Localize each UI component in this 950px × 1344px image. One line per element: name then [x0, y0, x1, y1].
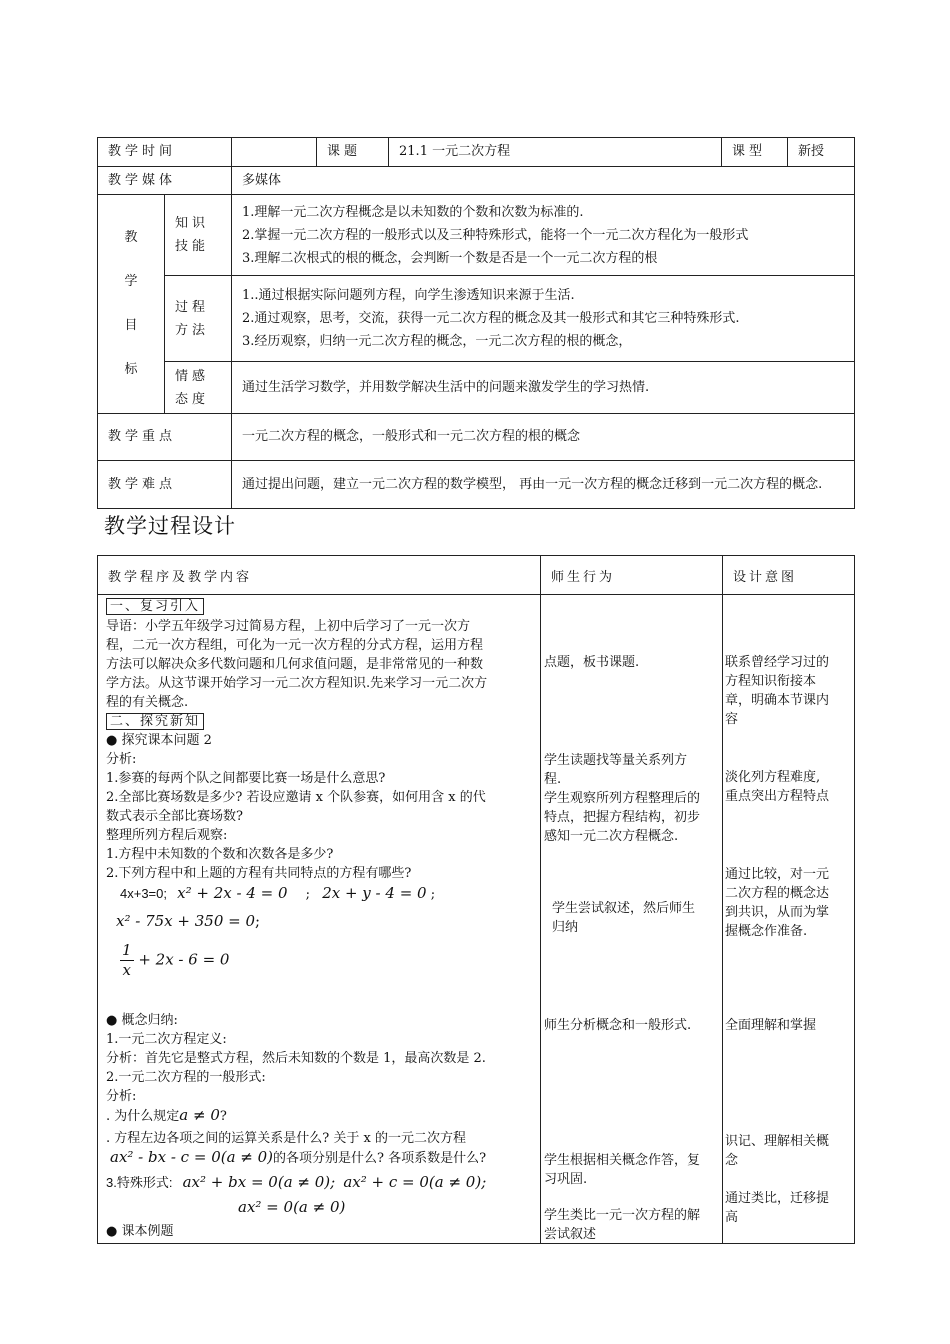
- action-line: 特点，把握方程结构，初步: [544, 810, 701, 825]
- equation-4-rest: + 2x - 6 = 0: [138, 950, 230, 969]
- intent-line: 章，明确本节课内: [725, 693, 830, 708]
- goal-label-char: 标: [124, 362, 138, 377]
- equation-3-text: x² - 75x + 350 = 0: [116, 912, 256, 930]
- intent-line: 高: [725, 1210, 739, 1225]
- difficulty-value: 通过提出问题，建立一元二次方程的数学模型， 再由一元一次方程的概念迁移到一元二次方程的概念.: [232, 461, 855, 509]
- action-line: 点题，板书课题.: [544, 655, 640, 670]
- content-line: . 方程左边各项之间的运算关系是什么? 关于 x 的一元二次方程: [106, 1131, 466, 1146]
- content-line: 整理所列方程后观察:: [106, 828, 228, 843]
- intent-line: 到共识，从而为掌: [725, 905, 830, 920]
- goal-sublabel-process: [165, 276, 232, 362]
- sublabel-line: 态度: [175, 391, 210, 407]
- sublabel-line: 知识: [175, 216, 210, 231]
- why-prefix: . 为什么规定: [106, 1109, 180, 1124]
- intent-line: 二次方程的概念达: [725, 886, 830, 901]
- equation-prefix: 4x+3=0;: [120, 886, 167, 901]
- content-line: 1.参赛的每两个队之间都要比赛一场是什么意思?: [106, 771, 386, 786]
- why-line: [106, 1106, 227, 1126]
- section-heading: 教学过程设计: [104, 514, 236, 538]
- action-line: 归纳: [552, 920, 579, 935]
- goal-knowledge-text: [232, 195, 855, 276]
- fraction-numerator: 1: [122, 941, 132, 959]
- sublabel-line: 方法: [175, 322, 210, 338]
- intent-line: 握概念作准备.: [725, 924, 808, 939]
- section-title-explore: 二、探究新知: [106, 713, 204, 730]
- goal-label-char: 目: [124, 318, 138, 333]
- goal-line: 1..通过根据实际问题列方程，向学生渗透知识来源于生活.: [242, 288, 575, 303]
- content-line: ● 概念归纳:: [106, 1013, 178, 1028]
- content-line: 方法可以解决众多代数问题和几何求值问题，是非常常见的一种数: [106, 657, 484, 672]
- key-point-value: 一元二次方程的概念，一般形式和一元二次方程的根的概念: [232, 414, 855, 461]
- content-line: 程，二元一次方程组，可化为一元一次方程的分式方程，运用方程: [106, 638, 484, 653]
- content-line: 2.全部比赛场数是多少? 若设应邀请 x 个队参赛，如何用含 x 的代: [106, 790, 486, 805]
- actions-cell: [541, 595, 723, 1244]
- goal-emotion-text: 通过生活学习数学，并用数学解决生活中的问题来激发学生的学习热情.: [232, 362, 855, 414]
- equation-1: x² + 2x - 4 = 0: [177, 884, 288, 902]
- time-value: [232, 138, 317, 167]
- question-suffix: 的各项分别是什么? 各项系数是什么?: [273, 1151, 487, 1166]
- goal-label-char: 学: [124, 274, 138, 289]
- special-form-3: ax² = 0(a ≠ 0): [238, 1198, 346, 1216]
- goal-line: 2.掌握一元二次方程的一般形式以及三种特殊形式，能将一个一元二次方程化为一般形式: [242, 227, 749, 243]
- content-line: 1.方程中未知数的个数和次数各是多少?: [106, 847, 334, 862]
- goal-sublabel-knowledge: [165, 195, 232, 276]
- intent-cell: [723, 595, 855, 1244]
- intent-line: 识记、理解相关概: [725, 1134, 830, 1149]
- media-label: 教学媒体: [98, 167, 232, 195]
- equation-2: 2x + y - 4 = 0: [322, 884, 427, 902]
- content-line: 导语：小学五年级学习过简易方程，上初中后学习了一元一次方: [106, 619, 471, 634]
- intent-line: 重点突出方程特点: [725, 789, 830, 804]
- sublabel-line: 过程: [175, 299, 210, 315]
- content-line: 分析:: [106, 752, 137, 767]
- action-line: 程.: [544, 772, 562, 787]
- why-math: a ≠ 0: [179, 1106, 220, 1124]
- action-line: 感知一元二次方程概念.: [544, 829, 679, 844]
- content-cell: [98, 595, 541, 1244]
- type-label: 课型: [722, 138, 788, 167]
- content-line: ● 课本例题: [106, 1224, 174, 1239]
- action-line: 学生尝试叙述，然后师生: [552, 901, 696, 916]
- content-line: ● 探究课本问题 2: [106, 733, 212, 748]
- goal-label: [98, 195, 165, 414]
- intent-line: 通过比较，对一元: [725, 867, 830, 882]
- intent-line: 容: [725, 712, 739, 727]
- action-line: 学生类比一元一次方程的解: [544, 1208, 701, 1223]
- intent-line: 方程知识衔接本: [725, 674, 817, 689]
- content-line: 1.一元二次方程定义:: [106, 1032, 227, 1047]
- fraction-denominator: x: [122, 961, 131, 979]
- equation-4: [120, 941, 229, 980]
- goal-line: 1.理解一元二次方程概念是以未知数的个数和次数为标准的.: [242, 204, 584, 220]
- action-line: 学生观察所列方程整理后的: [544, 791, 701, 806]
- action-line: 学生根据相关概念作答，复: [544, 1153, 701, 1168]
- goal-line: 3.经历观察，归纳一元二次方程的概念，一元二次方程的根的概念，: [242, 334, 632, 349]
- content-line: 分析：首先它是整式方程，然后未知数的个数是 1，最高次数是 2.: [106, 1051, 486, 1066]
- special-forms-line: [106, 1173, 486, 1193]
- media-value: 多媒体: [232, 167, 855, 195]
- goal-label-char: 教: [124, 230, 138, 245]
- special-form-2: ax² + c = 0(a ≠ 0);: [343, 1173, 487, 1191]
- action-line: 师生分析概念和一般形式.: [544, 1018, 692, 1033]
- header-actions: 师生行为: [541, 556, 723, 595]
- time-label: 教学时间: [98, 138, 232, 167]
- intent-line: 通过类比，迁移提: [725, 1191, 830, 1206]
- goal-line: 2.通过观察，思考，交流，获得一元二次方程的概念及其一般形式和其它三种特殊形式.: [242, 311, 740, 326]
- question-line: [110, 1148, 486, 1168]
- goal-line: 3.理解二次根式的根的概念，会判断一个数是否是一个一元二次方程的根: [242, 250, 658, 266]
- intent-line: 念: [725, 1153, 739, 1168]
- intent-line: 全面理解和掌握: [725, 1018, 817, 1033]
- content-line: 2.一元二次方程的一般形式:: [106, 1070, 266, 1085]
- header-content: 教学程序及教学内容: [98, 556, 541, 595]
- goal-sublabel-emotion: [165, 362, 232, 414]
- type-value: 新授: [788, 138, 855, 167]
- equation-line: 4x+3=0; x² + 2x - 4 = 0 ; 2x + y - 4 = 0 ;: [120, 884, 436, 902]
- content-line: 学方法。从这节课开始学习一元二次方程知识.先来学习一元二次方: [106, 676, 488, 691]
- lesson-info-table: [97, 137, 855, 509]
- topic-label: 课题: [317, 138, 389, 167]
- topic-value: 21.1 一元二次方程: [389, 138, 722, 167]
- intent-line: 淡化列方程难度,: [725, 770, 821, 785]
- content-line: 数式表示全部比赛场数?: [106, 809, 243, 824]
- sublabel-line: 技能: [175, 239, 210, 254]
- section-title-review: 一、复习引入: [106, 598, 204, 615]
- action-line: 习巩固.: [544, 1172, 588, 1187]
- goal-process-text: [232, 276, 855, 362]
- sublabel-line: 情感: [175, 368, 210, 384]
- action-line: 尝试叙述: [544, 1227, 597, 1242]
- key-point-label: 教学重点: [98, 414, 232, 461]
- header-intent: 设计意图: [723, 556, 855, 595]
- content-line: 2.下列方程中和上题的方程有共同特点的方程有哪些?: [106, 866, 412, 881]
- intent-line: 联系曾经学习过的: [725, 655, 830, 670]
- process-table: [97, 555, 855, 1244]
- why-suffix: ?: [219, 1109, 227, 1124]
- special-prefix: 3.特殊形式:: [106, 1175, 173, 1190]
- content-line: 分析:: [106, 1089, 137, 1104]
- content-line: 程的有关概念.: [106, 695, 189, 710]
- special-form-1: ax² + bx = 0(a ≠ 0);: [182, 1173, 336, 1191]
- equation-3: x² - 75x + 350 = 0;: [116, 912, 261, 930]
- action-line: 学生读题找等量关系列方: [544, 753, 688, 768]
- general-form-math: ax² - bx - c = 0(a ≠ 0): [110, 1148, 274, 1166]
- difficulty-label: 教学难点: [98, 461, 232, 509]
